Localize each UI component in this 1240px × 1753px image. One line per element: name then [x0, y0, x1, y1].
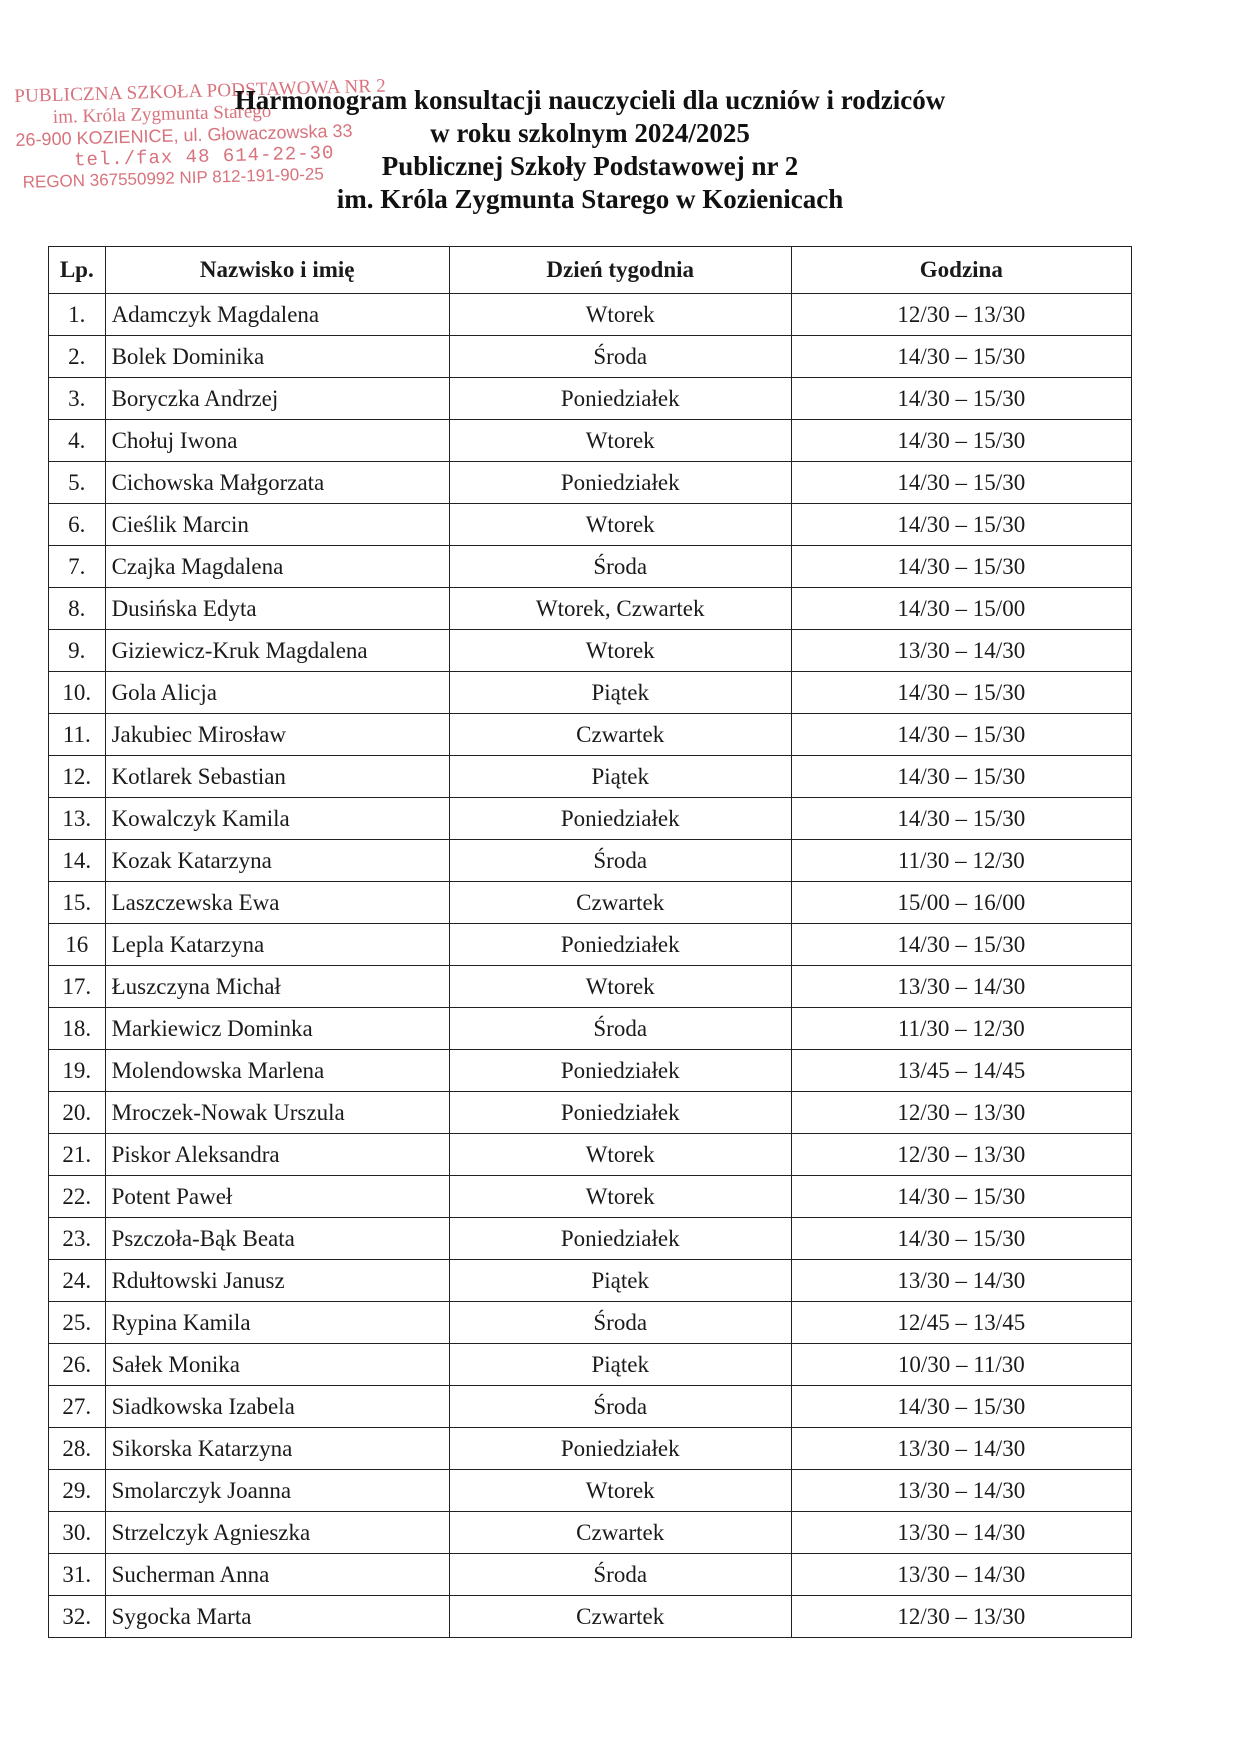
row-name-cell: Strzelczyk Agnieszka	[105, 1512, 449, 1554]
row-day-cell: Piątek	[449, 756, 791, 798]
table-row	[49, 1512, 1132, 1554]
row-hour-cell: 14/30 – 15/30	[791, 378, 1131, 420]
row-name-cell: Potent Paweł	[105, 1176, 449, 1218]
row-name-cell: Kozak Katarzyna	[105, 840, 449, 882]
row-day-cell: Poniedziałek	[449, 798, 791, 840]
table-row	[49, 630, 1132, 672]
table-row	[49, 1050, 1132, 1092]
row-lp-cell: 10.	[49, 672, 106, 714]
row-hour-cell: 13/30 – 14/30	[791, 1260, 1131, 1302]
row-day-cell: Wtorek	[449, 630, 791, 672]
table-row	[49, 1386, 1132, 1428]
row-name-cell: Kotlarek Sebastian	[105, 756, 449, 798]
row-hour-cell: 14/30 – 15/30	[791, 1176, 1131, 1218]
row-day-cell: Wtorek	[449, 966, 791, 1008]
row-name-cell: Sikorska Katarzyna	[105, 1428, 449, 1470]
row-hour-cell: 12/45 – 13/45	[791, 1302, 1131, 1344]
header-name: Nazwisko i imię	[105, 247, 449, 294]
row-name-cell: Molendowska Marlena	[105, 1050, 449, 1092]
row-hour-cell: 14/30 – 15/30	[791, 1218, 1131, 1260]
row-hour-cell: 14/30 – 15/30	[791, 420, 1131, 462]
row-day-cell: Środa	[449, 1302, 791, 1344]
row-day-cell: Poniedziałek	[449, 924, 791, 966]
row-hour-cell: 13/30 – 14/30	[791, 1428, 1131, 1470]
row-lp-cell: 16	[49, 924, 106, 966]
row-lp-cell: 27.	[49, 1386, 106, 1428]
row-day-cell: Piątek	[449, 672, 791, 714]
row-hour-cell: 11/30 – 12/30	[791, 840, 1131, 882]
row-name-cell: Lepla Katarzyna	[105, 924, 449, 966]
row-hour-cell: 14/30 – 15/30	[791, 672, 1131, 714]
row-lp-cell: 31.	[49, 1554, 106, 1596]
row-day-cell: Poniedziałek	[449, 462, 791, 504]
stamp-line-phone: tel./fax 48 614-22-30	[73, 142, 335, 172]
row-lp-cell: 2.	[49, 336, 106, 378]
row-hour-cell: 13/30 – 14/30	[791, 630, 1131, 672]
row-name-cell: Cichowska Małgorzata	[105, 462, 449, 504]
row-lp-cell: 26.	[49, 1344, 106, 1386]
row-name-cell: Jakubiec Mirosław	[105, 714, 449, 756]
row-name-cell: Rdułtowski Janusz	[105, 1260, 449, 1302]
row-lp-cell: 1.	[49, 294, 106, 336]
stamp-line-address: 26-900 KOZIENICE, ul. Głowaczowska 33	[15, 120, 353, 151]
table-row	[49, 378, 1132, 420]
row-lp-cell: 11.	[49, 714, 106, 756]
stamp-line-patron: im. Króla Zygmunta Starego	[52, 100, 272, 128]
table-row	[49, 336, 1132, 378]
row-lp-cell: 25.	[49, 1302, 106, 1344]
row-day-cell: Czwartek	[449, 714, 791, 756]
table-row	[49, 294, 1132, 336]
row-lp-cell: 4.	[49, 420, 106, 462]
title-line-4: im. Króla Zygmunta Starego w Kozienicach	[336, 184, 844, 214]
row-hour-cell: 14/30 – 15/30	[791, 798, 1131, 840]
table-row	[49, 1176, 1132, 1218]
table-row	[49, 546, 1132, 588]
table-row	[49, 966, 1132, 1008]
stamp-line-school-name: PUBLICZNA SZKOŁA PODSTAWOWA NR 2	[14, 75, 387, 107]
row-hour-cell: 13/30 – 14/30	[791, 966, 1131, 1008]
row-lp-cell: 8.	[49, 588, 106, 630]
row-name-cell: Siadkowska Izabela	[105, 1386, 449, 1428]
row-name-cell: Piskor Aleksandra	[105, 1134, 449, 1176]
header-lp: Lp.	[49, 247, 106, 294]
table-row	[49, 924, 1132, 966]
row-lp-cell: 19.	[49, 1050, 106, 1092]
row-day-cell: Wtorek	[449, 294, 791, 336]
row-lp-cell: 12.	[49, 756, 106, 798]
header-hour: Godzina	[791, 247, 1131, 294]
table-row	[49, 1218, 1132, 1260]
row-hour-cell: 12/30 – 13/30	[791, 1134, 1131, 1176]
table-row	[49, 1008, 1132, 1050]
row-day-cell: Środa	[449, 1008, 791, 1050]
document-title	[180, 84, 1000, 216]
row-name-cell: Cieślik Marcin	[105, 504, 449, 546]
row-hour-cell: 10/30 – 11/30	[791, 1344, 1131, 1386]
row-day-cell: Wtorek	[449, 1176, 791, 1218]
row-hour-cell: 12/30 – 13/30	[791, 1092, 1131, 1134]
row-day-cell: Poniedziałek	[449, 1050, 791, 1092]
row-lp-cell: 32.	[49, 1596, 106, 1638]
table-row	[49, 462, 1132, 504]
table-row	[49, 588, 1132, 630]
row-name-cell: Chołuj Iwona	[105, 420, 449, 462]
table-row	[49, 1260, 1132, 1302]
row-day-cell: Poniedziałek	[449, 378, 791, 420]
row-lp-cell: 13.	[49, 798, 106, 840]
table-row	[49, 882, 1132, 924]
table-row	[49, 1596, 1132, 1638]
row-lp-cell: 14.	[49, 840, 106, 882]
row-name-cell: Laszczewska Ewa	[105, 882, 449, 924]
table-row	[49, 672, 1132, 714]
row-name-cell: Łuszczyna Michał	[105, 966, 449, 1008]
row-day-cell: Wtorek	[449, 504, 791, 546]
row-lp-cell: 9.	[49, 630, 106, 672]
row-day-cell: Czwartek	[449, 1596, 791, 1638]
row-day-cell: Wtorek	[449, 1470, 791, 1512]
header-row	[49, 247, 1132, 294]
row-name-cell: Giziewicz-Kruk Magdalena	[105, 630, 449, 672]
table-row	[49, 1428, 1132, 1470]
row-lp-cell: 22.	[49, 1176, 106, 1218]
row-name-cell: Boryczka Andrzej	[105, 378, 449, 420]
row-name-cell: Adamczyk Magdalena	[105, 294, 449, 336]
row-lp-cell: 24.	[49, 1260, 106, 1302]
row-hour-cell: 13/45 – 14/45	[791, 1050, 1131, 1092]
row-day-cell: Środa	[449, 336, 791, 378]
row-day-cell: Wtorek, Czwartek	[449, 588, 791, 630]
row-lp-cell: 30.	[49, 1512, 106, 1554]
row-hour-cell: 15/00 – 16/00	[791, 882, 1131, 924]
row-hour-cell: 12/30 – 13/30	[791, 1596, 1131, 1638]
row-name-cell: Rypina Kamila	[105, 1302, 449, 1344]
table-row	[49, 714, 1132, 756]
row-hour-cell: 14/30 – 15/30	[791, 1386, 1131, 1428]
row-hour-cell: 14/30 – 15/30	[791, 756, 1131, 798]
row-name-cell: Sucherman Anna	[105, 1554, 449, 1596]
table-row	[49, 1344, 1132, 1386]
row-hour-cell: 14/30 – 15/00	[791, 588, 1131, 630]
row-name-cell: Pszczoła-Bąk Beata	[105, 1218, 449, 1260]
row-lp-cell: 20.	[49, 1092, 106, 1134]
row-hour-cell: 14/30 – 15/30	[791, 714, 1131, 756]
row-name-cell: Mroczek-Nowak Urszula	[105, 1092, 449, 1134]
row-day-cell: Wtorek	[449, 1134, 791, 1176]
row-lp-cell: 21.	[49, 1134, 106, 1176]
row-name-cell: Sałek Monika	[105, 1344, 449, 1386]
table-row	[49, 1134, 1132, 1176]
row-lp-cell: 3.	[49, 378, 106, 420]
row-name-cell: Gola Alicja	[105, 672, 449, 714]
row-lp-cell: 15.	[49, 882, 106, 924]
row-day-cell: Środa	[449, 546, 791, 588]
row-day-cell: Poniedziałek	[449, 1428, 791, 1470]
table-header	[49, 247, 1132, 294]
row-hour-cell: 14/30 – 15/30	[791, 336, 1131, 378]
table-row	[49, 504, 1132, 546]
row-day-cell: Środa	[449, 1554, 791, 1596]
row-lp-cell: 18.	[49, 1008, 106, 1050]
row-day-cell: Piątek	[449, 1344, 791, 1386]
row-name-cell: Kowalczyk Kamila	[105, 798, 449, 840]
row-lp-cell: 29.	[49, 1470, 106, 1512]
table-row	[49, 420, 1132, 462]
row-hour-cell: 14/30 – 15/30	[791, 924, 1131, 966]
table-body	[49, 294, 1132, 1638]
row-name-cell: Smolarczyk Joanna	[105, 1470, 449, 1512]
row-day-cell: Piątek	[449, 1260, 791, 1302]
row-lp-cell: 17.	[49, 966, 106, 1008]
row-name-cell: Dusińska Edyta	[105, 588, 449, 630]
row-lp-cell: 28.	[49, 1428, 106, 1470]
consultation-schedule-table	[48, 246, 1132, 1638]
table-row	[49, 1302, 1132, 1344]
title-line-3: Publicznej Szkoły Podstawowej nr 2	[381, 151, 799, 181]
row-lp-cell: 23.	[49, 1218, 106, 1260]
row-lp-cell: 6.	[49, 504, 106, 546]
header-day: Dzień tygodnia	[449, 247, 791, 294]
table-row	[49, 1092, 1132, 1134]
row-name-cell: Sygocka Marta	[105, 1596, 449, 1638]
row-hour-cell: 14/30 – 15/30	[791, 546, 1131, 588]
row-day-cell: Środa	[449, 840, 791, 882]
row-day-cell: Czwartek	[449, 882, 791, 924]
row-day-cell: Środa	[449, 1386, 791, 1428]
row-day-cell: Wtorek	[449, 420, 791, 462]
row-day-cell: Czwartek	[449, 1512, 791, 1554]
stamp-line-regon-nip: REGON 367550992 NIP 812-191-90-25	[22, 164, 325, 192]
row-hour-cell: 12/30 – 13/30	[791, 294, 1131, 336]
title-line-2: w roku szkolnym 2024/2025	[430, 118, 750, 148]
row-day-cell: Poniedziałek	[449, 1092, 791, 1134]
table-row	[49, 840, 1132, 882]
row-hour-cell: 11/30 – 12/30	[791, 1008, 1131, 1050]
table-row	[49, 798, 1132, 840]
table-row	[49, 756, 1132, 798]
row-lp-cell: 7.	[49, 546, 106, 588]
row-name-cell: Bolek Dominika	[105, 336, 449, 378]
row-hour-cell: 13/30 – 14/30	[791, 1554, 1131, 1596]
title-line-1: Harmonogram konsultacji nauczycieli dla uczniów i rodziców	[234, 85, 946, 115]
row-name-cell: Czajka Magdalena	[105, 546, 449, 588]
row-day-cell: Poniedziałek	[449, 1218, 791, 1260]
row-hour-cell: 13/30 – 14/30	[791, 1470, 1131, 1512]
table-row	[49, 1554, 1132, 1596]
row-name-cell: Markiewicz Dominka	[105, 1008, 449, 1050]
row-hour-cell: 14/30 – 15/30	[791, 462, 1131, 504]
row-hour-cell: 14/30 – 15/30	[791, 504, 1131, 546]
row-hour-cell: 13/30 – 14/30	[791, 1512, 1131, 1554]
row-lp-cell: 5.	[49, 462, 106, 504]
table-row	[49, 1470, 1132, 1512]
